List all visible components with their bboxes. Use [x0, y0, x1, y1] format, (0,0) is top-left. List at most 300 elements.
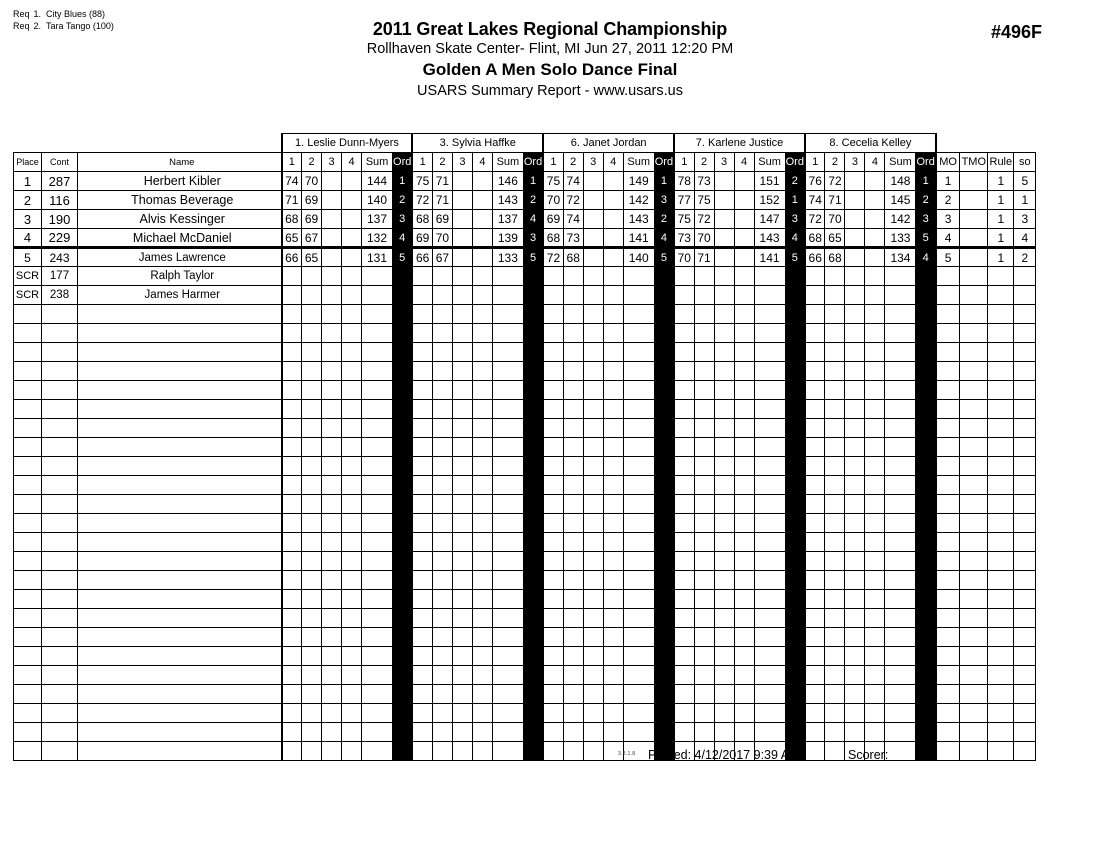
cell-score-4-j3[interactable]	[603, 704, 623, 723]
cell-score-4-j4[interactable]	[734, 229, 754, 248]
cell-score-1-j2[interactable]	[412, 495, 432, 514]
cell-score-3-j3[interactable]	[583, 229, 603, 248]
cell-score-4-j4[interactable]	[734, 400, 754, 419]
cell-score-2-j5[interactable]: 72	[825, 172, 845, 191]
cell-score-2-j1[interactable]	[302, 742, 322, 761]
cell-score-2-j3[interactable]	[563, 685, 583, 704]
cell-score-3-j1[interactable]	[322, 685, 342, 704]
cell-score-4-j2[interactable]	[472, 457, 492, 476]
cell-score-2-j1[interactable]	[302, 400, 322, 419]
cell-score-3-j3[interactable]	[583, 381, 603, 400]
cell-score-2-j3[interactable]	[563, 457, 583, 476]
cell-score-1-j4[interactable]	[674, 362, 694, 381]
cell-score-1-j3[interactable]	[543, 267, 563, 286]
cell-score-2-j3[interactable]: 68	[563, 248, 583, 267]
cell-score-3-j2[interactable]	[452, 438, 472, 457]
cell-score-2-j3[interactable]	[563, 286, 583, 305]
cell-score-4-j4[interactable]	[734, 476, 754, 495]
cell-score-2-j1[interactable]	[302, 609, 322, 628]
cell-score-4-j2[interactable]	[472, 590, 492, 609]
cell-score-4-j4[interactable]	[734, 248, 754, 267]
cell-score-4-j2[interactable]	[472, 191, 492, 210]
cell-score-3-j1[interactable]	[322, 248, 342, 267]
cell-score-1-j2[interactable]	[412, 552, 432, 571]
cell-score-1-j2[interactable]	[412, 609, 432, 628]
cell-score-1-j3[interactable]	[543, 742, 563, 761]
cell-score-2-j3[interactable]	[563, 495, 583, 514]
cell-score-2-j5[interactable]	[825, 685, 845, 704]
cell-score-1-j1[interactable]	[282, 533, 302, 552]
cell-score-1-j3[interactable]	[543, 457, 563, 476]
cell-score-3-j4[interactable]	[714, 286, 734, 305]
cell-score-3-j4[interactable]	[714, 343, 734, 362]
cell-score-2-j5[interactable]	[825, 647, 845, 666]
cell-score-1-j2[interactable]	[412, 267, 432, 286]
cell-score-2-j3[interactable]: 73	[563, 229, 583, 248]
cell-score-2-j1[interactable]	[302, 438, 322, 457]
cell-score-2-j2[interactable]	[432, 286, 452, 305]
cell-score-2-j1[interactable]	[302, 324, 322, 343]
cell-score-2-j3[interactable]	[563, 438, 583, 457]
cell-score-1-j5[interactable]	[805, 476, 825, 495]
cell-score-2-j5[interactable]	[825, 419, 845, 438]
cell-score-1-j3[interactable]	[543, 571, 563, 590]
cell-score-4-j5[interactable]	[865, 362, 885, 381]
cell-score-1-j3[interactable]: 70	[543, 191, 563, 210]
cell-score-2-j1[interactable]	[302, 647, 322, 666]
cell-score-1-j4[interactable]	[674, 609, 694, 628]
cell-score-3-j2[interactable]	[452, 381, 472, 400]
cell-score-4-j4[interactable]	[734, 324, 754, 343]
cell-score-1-j1[interactable]	[282, 647, 302, 666]
cell-score-3-j1[interactable]	[322, 628, 342, 647]
cell-score-4-j1[interactable]	[342, 400, 362, 419]
cell-score-1-j4[interactable]	[674, 267, 694, 286]
cell-score-3-j4[interactable]	[714, 514, 734, 533]
table-row-empty[interactable]	[14, 704, 1036, 723]
cell-score-2-j4[interactable]	[694, 552, 714, 571]
cell-score-1-j3[interactable]	[543, 343, 563, 362]
cell-score-3-j3[interactable]	[583, 742, 603, 761]
cell-score-4-j3[interactable]	[603, 286, 623, 305]
cell-score-4-j1[interactable]	[342, 666, 362, 685]
cell-score-2-j5[interactable]	[825, 495, 845, 514]
cell-score-1-j1[interactable]	[282, 343, 302, 362]
cell-score-2-j5[interactable]	[825, 438, 845, 457]
cell-score-4-j3[interactable]	[603, 438, 623, 457]
cell-score-1-j5[interactable]	[805, 495, 825, 514]
cell-score-4-j4[interactable]	[734, 552, 754, 571]
cell-score-2-j2[interactable]	[432, 438, 452, 457]
cell-score-3-j2[interactable]	[452, 267, 472, 286]
cell-score-2-j3[interactable]	[563, 514, 583, 533]
table-row-empty[interactable]	[14, 552, 1036, 571]
cell-score-2-j2[interactable]	[432, 495, 452, 514]
cell-score-3-j5[interactable]	[845, 457, 865, 476]
cell-score-3-j3[interactable]	[583, 666, 603, 685]
cell-score-2-j4[interactable]	[694, 628, 714, 647]
cell-score-2-j2[interactable]: 67	[432, 248, 452, 267]
cell-score-2-j1[interactable]	[302, 571, 322, 590]
cell-score-1-j4[interactable]	[674, 704, 694, 723]
cell-score-1-j3[interactable]	[543, 286, 563, 305]
cell-score-3-j1[interactable]	[322, 457, 342, 476]
cell-score-1-j5[interactable]	[805, 742, 825, 761]
table-row-empty[interactable]	[14, 647, 1036, 666]
cell-score-4-j3[interactable]	[603, 362, 623, 381]
cell-score-2-j1[interactable]	[302, 343, 322, 362]
cell-score-1-j5[interactable]: 72	[805, 210, 825, 229]
cell-score-3-j4[interactable]	[714, 571, 734, 590]
cell-score-4-j4[interactable]	[734, 210, 754, 229]
cell-score-2-j2[interactable]	[432, 609, 452, 628]
cell-score-2-j3[interactable]	[563, 723, 583, 742]
cell-score-1-j4[interactable]	[674, 723, 694, 742]
cell-score-2-j5[interactable]	[825, 305, 845, 324]
cell-score-1-j1[interactable]	[282, 742, 302, 761]
cell-score-4-j2[interactable]	[472, 742, 492, 761]
cell-score-2-j5[interactable]	[825, 609, 845, 628]
cell-score-3-j2[interactable]	[452, 742, 472, 761]
cell-score-1-j1[interactable]	[282, 723, 302, 742]
cell-score-4-j2[interactable]	[472, 324, 492, 343]
cell-score-2-j3[interactable]	[563, 381, 583, 400]
cell-score-1-j5[interactable]	[805, 324, 825, 343]
table-row[interactable]	[14, 267, 1036, 286]
cell-score-3-j5[interactable]	[845, 666, 865, 685]
table-row[interactable]	[14, 191, 1036, 210]
cell-score-4-j3[interactable]	[603, 552, 623, 571]
cell-score-1-j2[interactable]	[412, 742, 432, 761]
cell-score-2-j1[interactable]: 69	[302, 210, 322, 229]
cell-score-4-j2[interactable]	[472, 343, 492, 362]
cell-score-4-j2[interactable]	[472, 419, 492, 438]
cell-score-2-j1[interactable]	[302, 704, 322, 723]
cell-score-4-j4[interactable]	[734, 495, 754, 514]
cell-score-2-j4[interactable]: 70	[694, 229, 714, 248]
cell-score-1-j4[interactable]	[674, 552, 694, 571]
cell-score-3-j5[interactable]	[845, 571, 865, 590]
cell-score-3-j2[interactable]	[452, 400, 472, 419]
cell-score-3-j5[interactable]	[845, 286, 865, 305]
cell-score-4-j5[interactable]	[865, 704, 885, 723]
cell-score-2-j2[interactable]	[432, 704, 452, 723]
cell-score-3-j3[interactable]	[583, 685, 603, 704]
cell-score-3-j2[interactable]	[452, 647, 472, 666]
cell-score-3-j3[interactable]	[583, 457, 603, 476]
cell-score-4-j2[interactable]	[472, 609, 492, 628]
cell-score-4-j3[interactable]	[603, 723, 623, 742]
cell-score-3-j2[interactable]	[452, 514, 472, 533]
cell-score-2-j5[interactable]	[825, 362, 845, 381]
cell-score-1-j3[interactable]	[543, 324, 563, 343]
cell-score-1-j2[interactable]	[412, 324, 432, 343]
cell-score-3-j2[interactable]	[452, 590, 472, 609]
cell-score-2-j4[interactable]: 71	[694, 248, 714, 267]
cell-score-2-j2[interactable]	[432, 381, 452, 400]
cell-score-2-j2[interactable]	[432, 590, 452, 609]
cell-score-4-j1[interactable]	[342, 685, 362, 704]
cell-score-3-j1[interactable]	[322, 381, 342, 400]
cell-score-4-j2[interactable]	[472, 495, 492, 514]
cell-score-4-j2[interactable]	[472, 476, 492, 495]
cell-score-3-j3[interactable]	[583, 723, 603, 742]
cell-score-2-j2[interactable]	[432, 400, 452, 419]
cell-score-1-j4[interactable]	[674, 514, 694, 533]
cell-score-2-j5[interactable]	[825, 324, 845, 343]
cell-score-2-j2[interactable]	[432, 419, 452, 438]
cell-score-1-j3[interactable]	[543, 495, 563, 514]
cell-score-3-j2[interactable]	[452, 343, 472, 362]
cell-score-3-j2[interactable]	[452, 704, 472, 723]
cell-score-1-j3[interactable]: 68	[543, 229, 563, 248]
cell-score-3-j3[interactable]	[583, 476, 603, 495]
cell-score-2-j5[interactable]	[825, 267, 845, 286]
cell-score-3-j1[interactable]	[322, 438, 342, 457]
cell-score-1-j2[interactable]	[412, 438, 432, 457]
cell-score-3-j5[interactable]	[845, 324, 865, 343]
cell-score-4-j1[interactable]	[342, 476, 362, 495]
cell-score-3-j4[interactable]	[714, 495, 734, 514]
cell-score-3-j3[interactable]	[583, 628, 603, 647]
cell-score-3-j2[interactable]	[452, 609, 472, 628]
cell-score-2-j3[interactable]	[563, 609, 583, 628]
cell-score-4-j3[interactable]	[603, 248, 623, 267]
cell-score-4-j2[interactable]	[472, 704, 492, 723]
cell-score-2-j4[interactable]	[694, 685, 714, 704]
cell-score-4-j5[interactable]	[865, 571, 885, 590]
cell-score-1-j4[interactable]	[674, 628, 694, 647]
cell-score-3-j4[interactable]	[714, 172, 734, 191]
cell-score-4-j1[interactable]	[342, 438, 362, 457]
cell-score-4-j2[interactable]	[472, 362, 492, 381]
cell-score-4-j4[interactable]	[734, 666, 754, 685]
cell-score-2-j3[interactable]	[563, 704, 583, 723]
cell-score-4-j2[interactable]	[472, 571, 492, 590]
cell-score-3-j3[interactable]	[583, 286, 603, 305]
cell-score-4-j2[interactable]	[472, 685, 492, 704]
cell-score-3-j4[interactable]	[714, 552, 734, 571]
cell-score-3-j1[interactable]	[322, 362, 342, 381]
cell-score-2-j5[interactable]	[825, 381, 845, 400]
cell-score-3-j1[interactable]	[322, 552, 342, 571]
cell-score-2-j3[interactable]	[563, 571, 583, 590]
cell-score-1-j1[interactable]	[282, 362, 302, 381]
cell-score-2-j4[interactable]: 73	[694, 172, 714, 191]
cell-score-4-j2[interactable]	[472, 305, 492, 324]
cell-score-1-j2[interactable]	[412, 571, 432, 590]
cell-score-4-j4[interactable]	[734, 438, 754, 457]
cell-score-1-j3[interactable]	[543, 419, 563, 438]
cell-score-3-j2[interactable]	[452, 533, 472, 552]
cell-score-1-j2[interactable]	[412, 419, 432, 438]
cell-score-3-j5[interactable]	[845, 590, 865, 609]
cell-score-1-j4[interactable]	[674, 343, 694, 362]
cell-score-3-j4[interactable]	[714, 248, 734, 267]
cell-score-4-j1[interactable]	[342, 590, 362, 609]
cell-score-2-j4[interactable]	[694, 609, 714, 628]
cell-score-1-j4[interactable]: 77	[674, 191, 694, 210]
cell-score-4-j3[interactable]	[603, 685, 623, 704]
cell-score-3-j5[interactable]	[845, 723, 865, 742]
cell-score-3-j3[interactable]	[583, 191, 603, 210]
cell-score-4-j4[interactable]	[734, 362, 754, 381]
cell-score-4-j5[interactable]	[865, 381, 885, 400]
cell-score-4-j3[interactable]	[603, 191, 623, 210]
cell-score-2-j1[interactable]	[302, 286, 322, 305]
cell-score-2-j4[interactable]	[694, 533, 714, 552]
cell-score-2-j1[interactable]	[302, 305, 322, 324]
cell-score-1-j4[interactable]	[674, 419, 694, 438]
cell-score-1-j4[interactable]	[674, 685, 694, 704]
cell-score-4-j3[interactable]	[603, 476, 623, 495]
cell-score-1-j1[interactable]	[282, 704, 302, 723]
cell-score-2-j4[interactable]	[694, 267, 714, 286]
cell-score-3-j2[interactable]	[452, 172, 472, 191]
cell-score-2-j2[interactable]	[432, 514, 452, 533]
cell-score-1-j5[interactable]	[805, 419, 825, 438]
cell-score-4-j3[interactable]	[603, 324, 623, 343]
cell-score-1-j4[interactable]: 75	[674, 210, 694, 229]
cell-score-1-j4[interactable]	[674, 400, 694, 419]
cell-score-2-j3[interactable]	[563, 533, 583, 552]
table-row-empty[interactable]	[14, 723, 1036, 742]
cell-score-1-j1[interactable]	[282, 590, 302, 609]
cell-score-1-j5[interactable]	[805, 286, 825, 305]
table-row[interactable]	[14, 172, 1036, 191]
cell-score-4-j5[interactable]	[865, 514, 885, 533]
cell-score-2-j5[interactable]: 68	[825, 248, 845, 267]
cell-score-4-j5[interactable]	[865, 286, 885, 305]
cell-score-1-j5[interactable]	[805, 438, 825, 457]
cell-score-2-j2[interactable]	[432, 666, 452, 685]
cell-score-4-j1[interactable]	[342, 609, 362, 628]
cell-score-2-j2[interactable]: 69	[432, 210, 452, 229]
cell-score-4-j1[interactable]	[342, 305, 362, 324]
cell-score-3-j1[interactable]	[322, 590, 342, 609]
cell-score-2-j5[interactable]	[825, 742, 845, 761]
cell-score-1-j2[interactable]: 75	[412, 172, 432, 191]
table-row-empty[interactable]	[14, 476, 1036, 495]
cell-score-2-j2[interactable]	[432, 324, 452, 343]
cell-score-1-j3[interactable]	[543, 400, 563, 419]
cell-score-2-j1[interactable]	[302, 723, 322, 742]
cell-score-1-j3[interactable]	[543, 685, 563, 704]
cell-score-2-j4[interactable]	[694, 419, 714, 438]
cell-score-1-j5[interactable]	[805, 305, 825, 324]
cell-score-3-j1[interactable]	[322, 476, 342, 495]
cell-score-2-j5[interactable]	[825, 666, 845, 685]
cell-score-2-j4[interactable]	[694, 590, 714, 609]
cell-score-4-j5[interactable]	[865, 267, 885, 286]
cell-score-3-j1[interactable]	[322, 742, 342, 761]
cell-score-4-j1[interactable]	[342, 704, 362, 723]
cell-score-4-j5[interactable]	[865, 552, 885, 571]
cell-score-3-j5[interactable]	[845, 628, 865, 647]
cell-score-2-j1[interactable]	[302, 552, 322, 571]
cell-score-4-j4[interactable]	[734, 571, 754, 590]
cell-score-4-j5[interactable]	[865, 609, 885, 628]
cell-score-3-j1[interactable]	[322, 495, 342, 514]
cell-score-4-j4[interactable]	[734, 381, 754, 400]
cell-score-3-j5[interactable]	[845, 495, 865, 514]
cell-score-2-j3[interactable]	[563, 267, 583, 286]
cell-score-1-j2[interactable]	[412, 305, 432, 324]
cell-score-4-j3[interactable]	[603, 666, 623, 685]
cell-score-1-j2[interactable]: 72	[412, 191, 432, 210]
cell-score-2-j3[interactable]	[563, 362, 583, 381]
cell-score-3-j4[interactable]	[714, 229, 734, 248]
cell-score-4-j5[interactable]	[865, 419, 885, 438]
cell-score-2-j2[interactable]: 70	[432, 229, 452, 248]
cell-score-4-j1[interactable]	[342, 571, 362, 590]
cell-score-3-j5[interactable]	[845, 514, 865, 533]
cell-score-1-j4[interactable]	[674, 305, 694, 324]
table-row-empty[interactable]	[14, 438, 1036, 457]
cell-score-3-j5[interactable]	[845, 381, 865, 400]
cell-score-3-j4[interactable]	[714, 476, 734, 495]
cell-score-1-j3[interactable]	[543, 666, 563, 685]
cell-score-1-j1[interactable]	[282, 666, 302, 685]
cell-score-4-j5[interactable]	[865, 343, 885, 362]
cell-score-1-j5[interactable]	[805, 400, 825, 419]
cell-score-4-j3[interactable]	[603, 590, 623, 609]
cell-score-1-j4[interactable]: 73	[674, 229, 694, 248]
cell-score-3-j5[interactable]	[845, 400, 865, 419]
cell-score-1-j1[interactable]	[282, 628, 302, 647]
cell-score-4-j1[interactable]	[342, 457, 362, 476]
cell-score-1-j2[interactable]	[412, 286, 432, 305]
cell-score-2-j1[interactable]	[302, 628, 322, 647]
cell-score-2-j4[interactable]	[694, 362, 714, 381]
cell-score-1-j1[interactable]	[282, 286, 302, 305]
cell-score-2-j3[interactable]	[563, 647, 583, 666]
cell-score-4-j2[interactable]	[472, 723, 492, 742]
cell-score-1-j2[interactable]: 66	[412, 248, 432, 267]
cell-score-2-j5[interactable]	[825, 514, 845, 533]
cell-score-3-j3[interactable]	[583, 647, 603, 666]
cell-score-4-j4[interactable]	[734, 647, 754, 666]
cell-score-2-j1[interactable]	[302, 457, 322, 476]
cell-score-1-j1[interactable]	[282, 438, 302, 457]
cell-score-3-j4[interactable]	[714, 324, 734, 343]
cell-score-3-j4[interactable]	[714, 533, 734, 552]
cell-score-2-j2[interactable]	[432, 362, 452, 381]
cell-score-4-j5[interactable]	[865, 495, 885, 514]
cell-score-2-j5[interactable]	[825, 533, 845, 552]
cell-score-1-j5[interactable]	[805, 381, 825, 400]
cell-score-3-j3[interactable]	[583, 362, 603, 381]
cell-score-4-j3[interactable]	[603, 343, 623, 362]
cell-score-3-j2[interactable]	[452, 476, 472, 495]
cell-score-1-j4[interactable]	[674, 590, 694, 609]
cell-score-3-j2[interactable]	[452, 685, 472, 704]
cell-score-3-j1[interactable]	[322, 229, 342, 248]
cell-score-4-j5[interactable]	[865, 533, 885, 552]
table-row-empty[interactable]	[14, 324, 1036, 343]
cell-score-3-j4[interactable]	[714, 381, 734, 400]
cell-score-1-j3[interactable]	[543, 533, 563, 552]
cell-score-1-j1[interactable]	[282, 267, 302, 286]
cell-score-2-j2[interactable]	[432, 476, 452, 495]
table-row-empty[interactable]	[14, 495, 1036, 514]
cell-score-4-j5[interactable]	[865, 191, 885, 210]
cell-score-2-j4[interactable]	[694, 305, 714, 324]
cell-score-4-j5[interactable]	[865, 210, 885, 229]
cell-score-3-j5[interactable]	[845, 191, 865, 210]
cell-score-1-j2[interactable]	[412, 590, 432, 609]
cell-score-4-j3[interactable]	[603, 419, 623, 438]
